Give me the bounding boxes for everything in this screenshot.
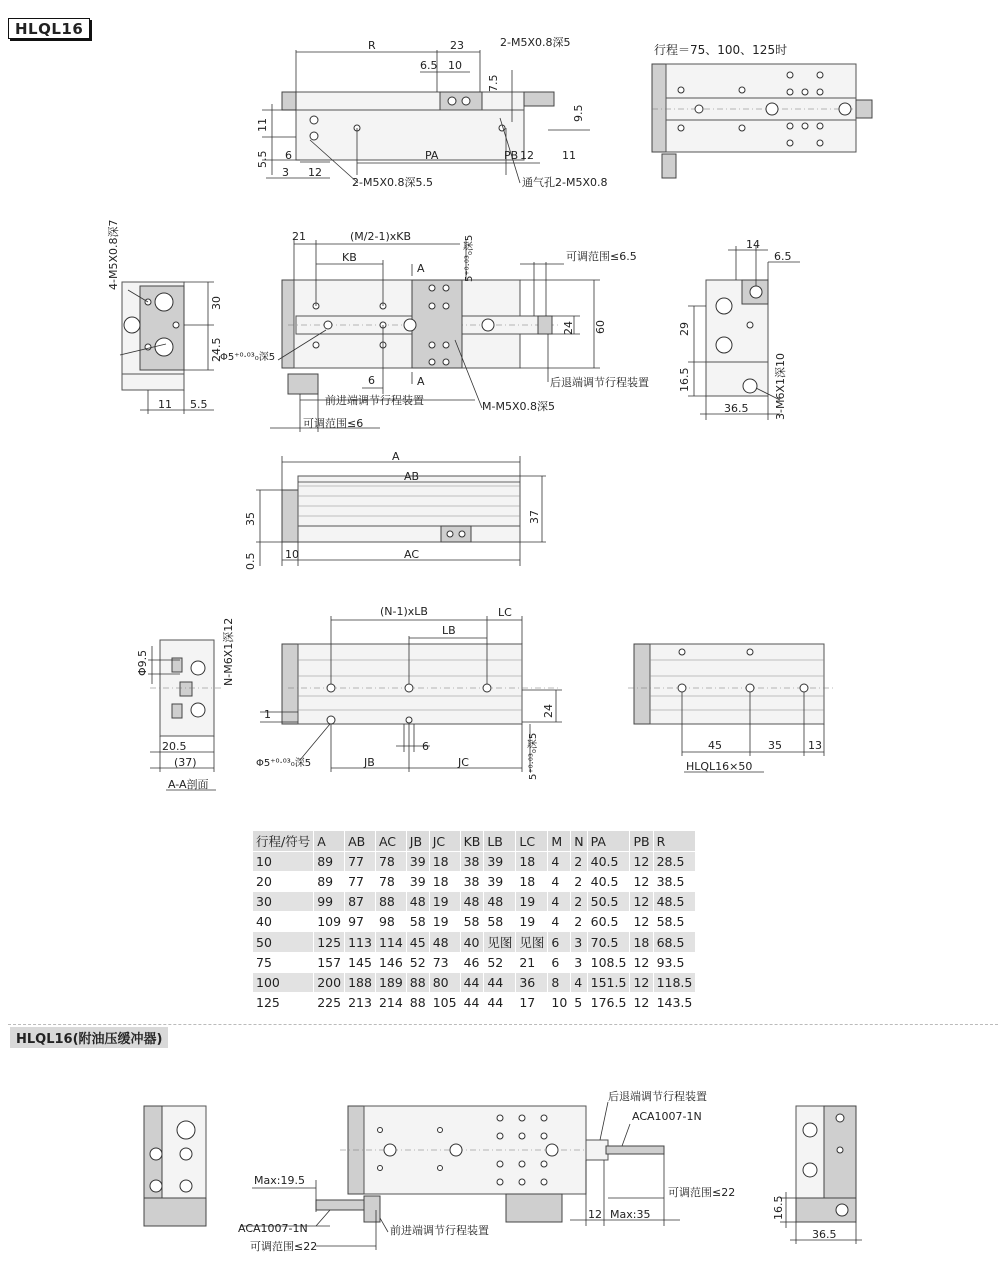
dim-11: 11 [256,118,269,132]
table-cell: 88 [406,973,429,993]
tol-5-bottom: 5⁺⁰·⁰³₀深5 [528,732,539,780]
table-cell: 36 [516,973,548,993]
dim-12b: 12 [308,166,322,179]
dim-R: R [368,39,376,52]
model-tag: HLQL16 [8,18,90,39]
table-cell: 87 [345,892,376,912]
dim-13: 13 [808,739,822,752]
table-cell: 77 [345,872,376,892]
table-cell: 19 [516,912,548,932]
dim-24b: 24 [542,704,555,718]
table-cell: 93.5 [653,953,696,973]
table-cell: 188 [345,973,376,993]
table-cell: 58.5 [653,912,696,932]
table-header-cell: JB [406,831,429,852]
hlql16x50-view [628,644,834,772]
table-cell: 4 [548,912,571,932]
oil-buffer-left-view [144,1106,206,1226]
dim-9-5: 9.5 [572,104,585,122]
table-cell: 89 [314,872,345,892]
table-header-cell: AB [345,831,376,852]
table-cell: 214 [375,993,406,1013]
table-cell: 12 [630,852,653,872]
dim-A: A [392,450,400,463]
vent-label: 通气孔2-M5X0.8 [522,176,608,189]
table-row [253,993,696,1013]
dim-1: 1 [264,708,271,721]
table-cell: 225 [314,993,345,1013]
dim-11c: 11 [158,398,172,411]
section-title-oil-buffer: HLQL16(附油压缓冲器) [10,1027,168,1048]
max-19-5-label: Max:19.5 [254,1174,305,1187]
back-adjust-label-2: 后退端调节行程装置 [608,1090,707,1103]
table-cell: 143.5 [653,993,696,1013]
section-mark-a2: A [417,375,425,388]
thread-bottom-label: 2-M5X0.8深5.5 [352,176,433,189]
dim-24-5: 24.5 [210,337,223,362]
aca1007-top: ACA1007-1N [632,1110,702,1123]
table-cell: 58 [406,912,429,932]
table-row [253,973,696,993]
dim-29: 29 [678,322,691,336]
table-cell: 145 [345,953,376,973]
table-row [253,953,696,973]
section-mark-a1: A [417,262,425,275]
dim-3: 3 [282,166,289,179]
oil-buffer-right-view [780,1106,862,1244]
dim-6b: 6 [368,374,375,387]
table-cell: 50 [253,932,314,953]
table-cell: 125 [253,993,314,1013]
adj-22-right: 可调范围≤22 [668,1186,736,1199]
table-cell: 78 [375,852,406,872]
table-cell: 17 [516,993,548,1013]
phi5-top-label: Φ5⁺⁰·⁰³₀深5 [220,352,276,363]
table-cell: 176.5 [587,993,630,1013]
dim-KB: KB [342,251,357,264]
table-cell: 109 [314,912,345,932]
tol-5-top: 5⁺⁰·⁰³₀深5 [464,234,475,282]
dim-21: 21 [292,230,306,243]
bottom-main-view [260,616,562,772]
table-cell: 2 [571,852,587,872]
table-cell: 44 [460,993,484,1013]
table-cell: 89 [314,852,345,872]
table-cell: 12 [630,872,653,892]
table-cell: 18 [516,872,548,892]
table-cell: 157 [314,953,345,973]
table-header-cell: PA [587,831,630,852]
dim-m-kb: (M/2-1)xKB [350,230,412,243]
adj-6-5-label: 可调范围≤6.5 [566,250,637,263]
table-cell: 146 [375,953,406,973]
table-cell: 45 [406,932,429,953]
dim-16-5: 16.5 [678,367,691,392]
table-cell: 4 [548,892,571,912]
dim-LC: LC [498,606,512,619]
thread-m6-label: 3-M6X1深10 [774,353,787,420]
dim-14: 14 [746,238,760,251]
table-cell: 100 [253,973,314,993]
dim-36-5: 36.5 [724,402,749,415]
table-cell: 200 [314,973,345,993]
thread-top-label: 2-M5X0.8深5 [500,36,571,49]
side-view-left [120,282,214,414]
table-cell: 5 [571,993,587,1013]
table-header-cell: LB [484,831,516,852]
table-cell: 20 [253,872,314,892]
table-cell: 4 [548,852,571,872]
table-cell: 30 [253,892,314,912]
dim-37: 37 [528,510,541,524]
table-cell: 39 [406,872,429,892]
table-header-cell: JC [429,831,460,852]
table-cell: 78 [375,872,406,892]
dim-AC: AC [404,548,420,561]
dim-0-5: 0.5 [244,552,257,570]
table-cell: 39 [484,852,516,872]
table-row [253,912,696,932]
table-cell: 2 [571,912,587,932]
table-cell: 40.5 [587,852,630,872]
table-cell: 38 [460,872,484,892]
dim-20-5: 20.5 [162,740,187,753]
dim-30: 30 [210,296,223,310]
table-cell: 3 [571,953,587,973]
table-cell: 77 [345,852,376,872]
table-header-cell: LC [516,831,548,852]
table-cell: 97 [345,912,376,932]
table-cell: 52 [484,953,516,973]
table-cell: 19 [429,892,460,912]
table-cell: 6 [548,953,571,973]
table-cell: 18 [429,852,460,872]
dim-12c: 12 [588,1208,602,1221]
table-row [253,872,696,892]
table-cell: 38 [460,852,484,872]
phi9-5-label: Φ9.5 [136,649,149,676]
front-adjust-label-2: 前进端调节行程装置 [390,1224,489,1237]
table-cell: 10 [548,993,571,1013]
table-cell: 44 [484,993,516,1013]
table-cell: 80 [429,973,460,993]
table-header-cell: A [314,831,345,852]
dim-PA: PA [425,149,439,162]
phi5-bottom-label: Φ5⁺⁰·⁰³₀深5 [256,758,312,769]
table-cell: 60.5 [587,912,630,932]
dim-36-5b: 36.5 [812,1228,837,1241]
table-cell: 见图 [484,932,516,953]
table-cell: 99 [314,892,345,912]
table-cell: 12 [630,892,653,912]
table-cell: 10 [253,852,314,872]
max-35-label: Max:35 [610,1208,651,1221]
dim-35b: 35 [768,739,782,752]
table-cell: 98 [375,912,406,932]
table-cell: 44 [460,973,484,993]
front-adjust-label: 前进端调节行程装置 [325,394,424,407]
table-cell: 40 [460,932,484,953]
dim-7-5: 7.5 [487,74,500,92]
table-cell: 75 [253,953,314,973]
dim-6-5: 6.5 [420,59,438,72]
table-cell: 70.5 [587,932,630,953]
dim-PB: PB [504,149,519,162]
table-cell: 189 [375,973,406,993]
back-adjust-label: 后退端调节行程装置 [550,376,649,389]
table-cell: 48 [460,892,484,912]
table-row [253,852,696,872]
table-cell: 113 [345,932,376,953]
dim-10b: 10 [285,548,299,561]
table-cell: 见图 [516,932,548,953]
table-cell: 105 [429,993,460,1013]
dim-6: 6 [285,149,292,162]
thread-n-label: N-M6X1深12 [222,617,235,686]
table-header-cell: R [653,831,696,852]
dim-24: 24 [562,321,575,335]
dim-12: 12 [520,149,534,162]
table-cell: 4 [571,973,587,993]
table-cell: 73 [429,953,460,973]
table-cell: 18 [630,932,653,953]
top-right-view [652,64,872,178]
adj-6-label: 可调范围≤6 [303,417,364,430]
table-cell: 19 [516,892,548,912]
table-cell: 40.5 [587,872,630,892]
table-header-cell: 行程/符号 [253,831,314,852]
table-cell: 88 [375,892,406,912]
table-cell: 12 [630,912,653,932]
dim-LB: LB [442,624,456,637]
dim-60: 60 [594,320,607,334]
table-cell: 38.5 [653,872,696,892]
table-cell: 2 [571,872,587,892]
table-cell: 39 [406,852,429,872]
table-cell: 213 [345,993,376,1013]
dim-45: 45 [708,739,722,752]
stroke-note: 行程＝75、100、125时 [654,43,788,57]
section-aa-label: A-A剖面 [168,778,209,791]
table-cell: 68.5 [653,932,696,953]
dim-10: 10 [448,59,462,72]
table-cell: 114 [375,932,406,953]
dim-6c: 6 [422,740,429,753]
table-header-row [253,831,696,852]
table-cell: 21 [516,953,548,973]
table-cell: 48 [484,892,516,912]
table-cell: 50.5 [587,892,630,912]
table-cell: 28.5 [653,852,696,872]
hlql16x50-label: HLQL16×50 [686,760,753,773]
dim-23: 23 [450,39,464,52]
table-cell: 6 [548,932,571,953]
table-cell: 2 [571,892,587,912]
table-cell: 18 [429,872,460,892]
table-cell: 88 [406,993,429,1013]
table-header-cell: PB [630,831,653,852]
dim-5-5b: 5.5 [190,398,208,411]
table-cell: 58 [460,912,484,932]
thread-side-label: 4-M5X0.8深7 [107,219,120,290]
table-cell: 48 [406,892,429,912]
thread-m-label: M-M5X0.8深5 [482,400,555,413]
dim-5-5: 5.5 [256,150,269,168]
dim-JC: JC [458,756,469,769]
dim-11b: 11 [562,149,576,162]
table-cell: 40 [253,912,314,932]
table-cell: 48 [429,932,460,953]
dim-JB: JB [364,756,375,769]
table-row [253,932,696,953]
table-cell: 39 [484,872,516,892]
table-cell: 48.5 [653,892,696,912]
table-header-cell: M [548,831,571,852]
table-cell: 18 [516,852,548,872]
table-cell: 118.5 [653,973,696,993]
table-cell: 151.5 [587,973,630,993]
table-cell: 58 [484,912,516,932]
table-header-cell: N [571,831,587,852]
table-cell: 12 [630,973,653,993]
table-cell: 12 [630,953,653,973]
dim-37b: (37) [174,756,197,769]
dim-6-5b: 6.5 [774,250,792,263]
table-cell: 8 [548,973,571,993]
adj-22-left: 可调范围≤22 [250,1240,318,1253]
spec-table [252,830,696,1013]
dim-16-5b: 16.5 [772,1195,785,1220]
dim-n-lb: (N-1)xLB [380,605,428,618]
table-row [253,892,696,912]
table-cell: 108.5 [587,953,630,973]
table-cell: 12 [630,993,653,1013]
table-cell: 52 [406,953,429,973]
table-cell: 44 [484,973,516,993]
table-header-cell: KB [460,831,484,852]
table-cell: 46 [460,953,484,973]
dim-AB: AB [404,470,420,483]
table-cell: 19 [429,912,460,932]
table-cell: 125 [314,932,345,953]
side-elevation-view [256,456,546,566]
aca1007-bottom: ACA1007-1N [238,1222,308,1235]
dim-35: 35 [244,512,257,526]
table-header-cell: AC [375,831,406,852]
table-cell: 3 [571,932,587,953]
table-cell: 4 [548,872,571,892]
